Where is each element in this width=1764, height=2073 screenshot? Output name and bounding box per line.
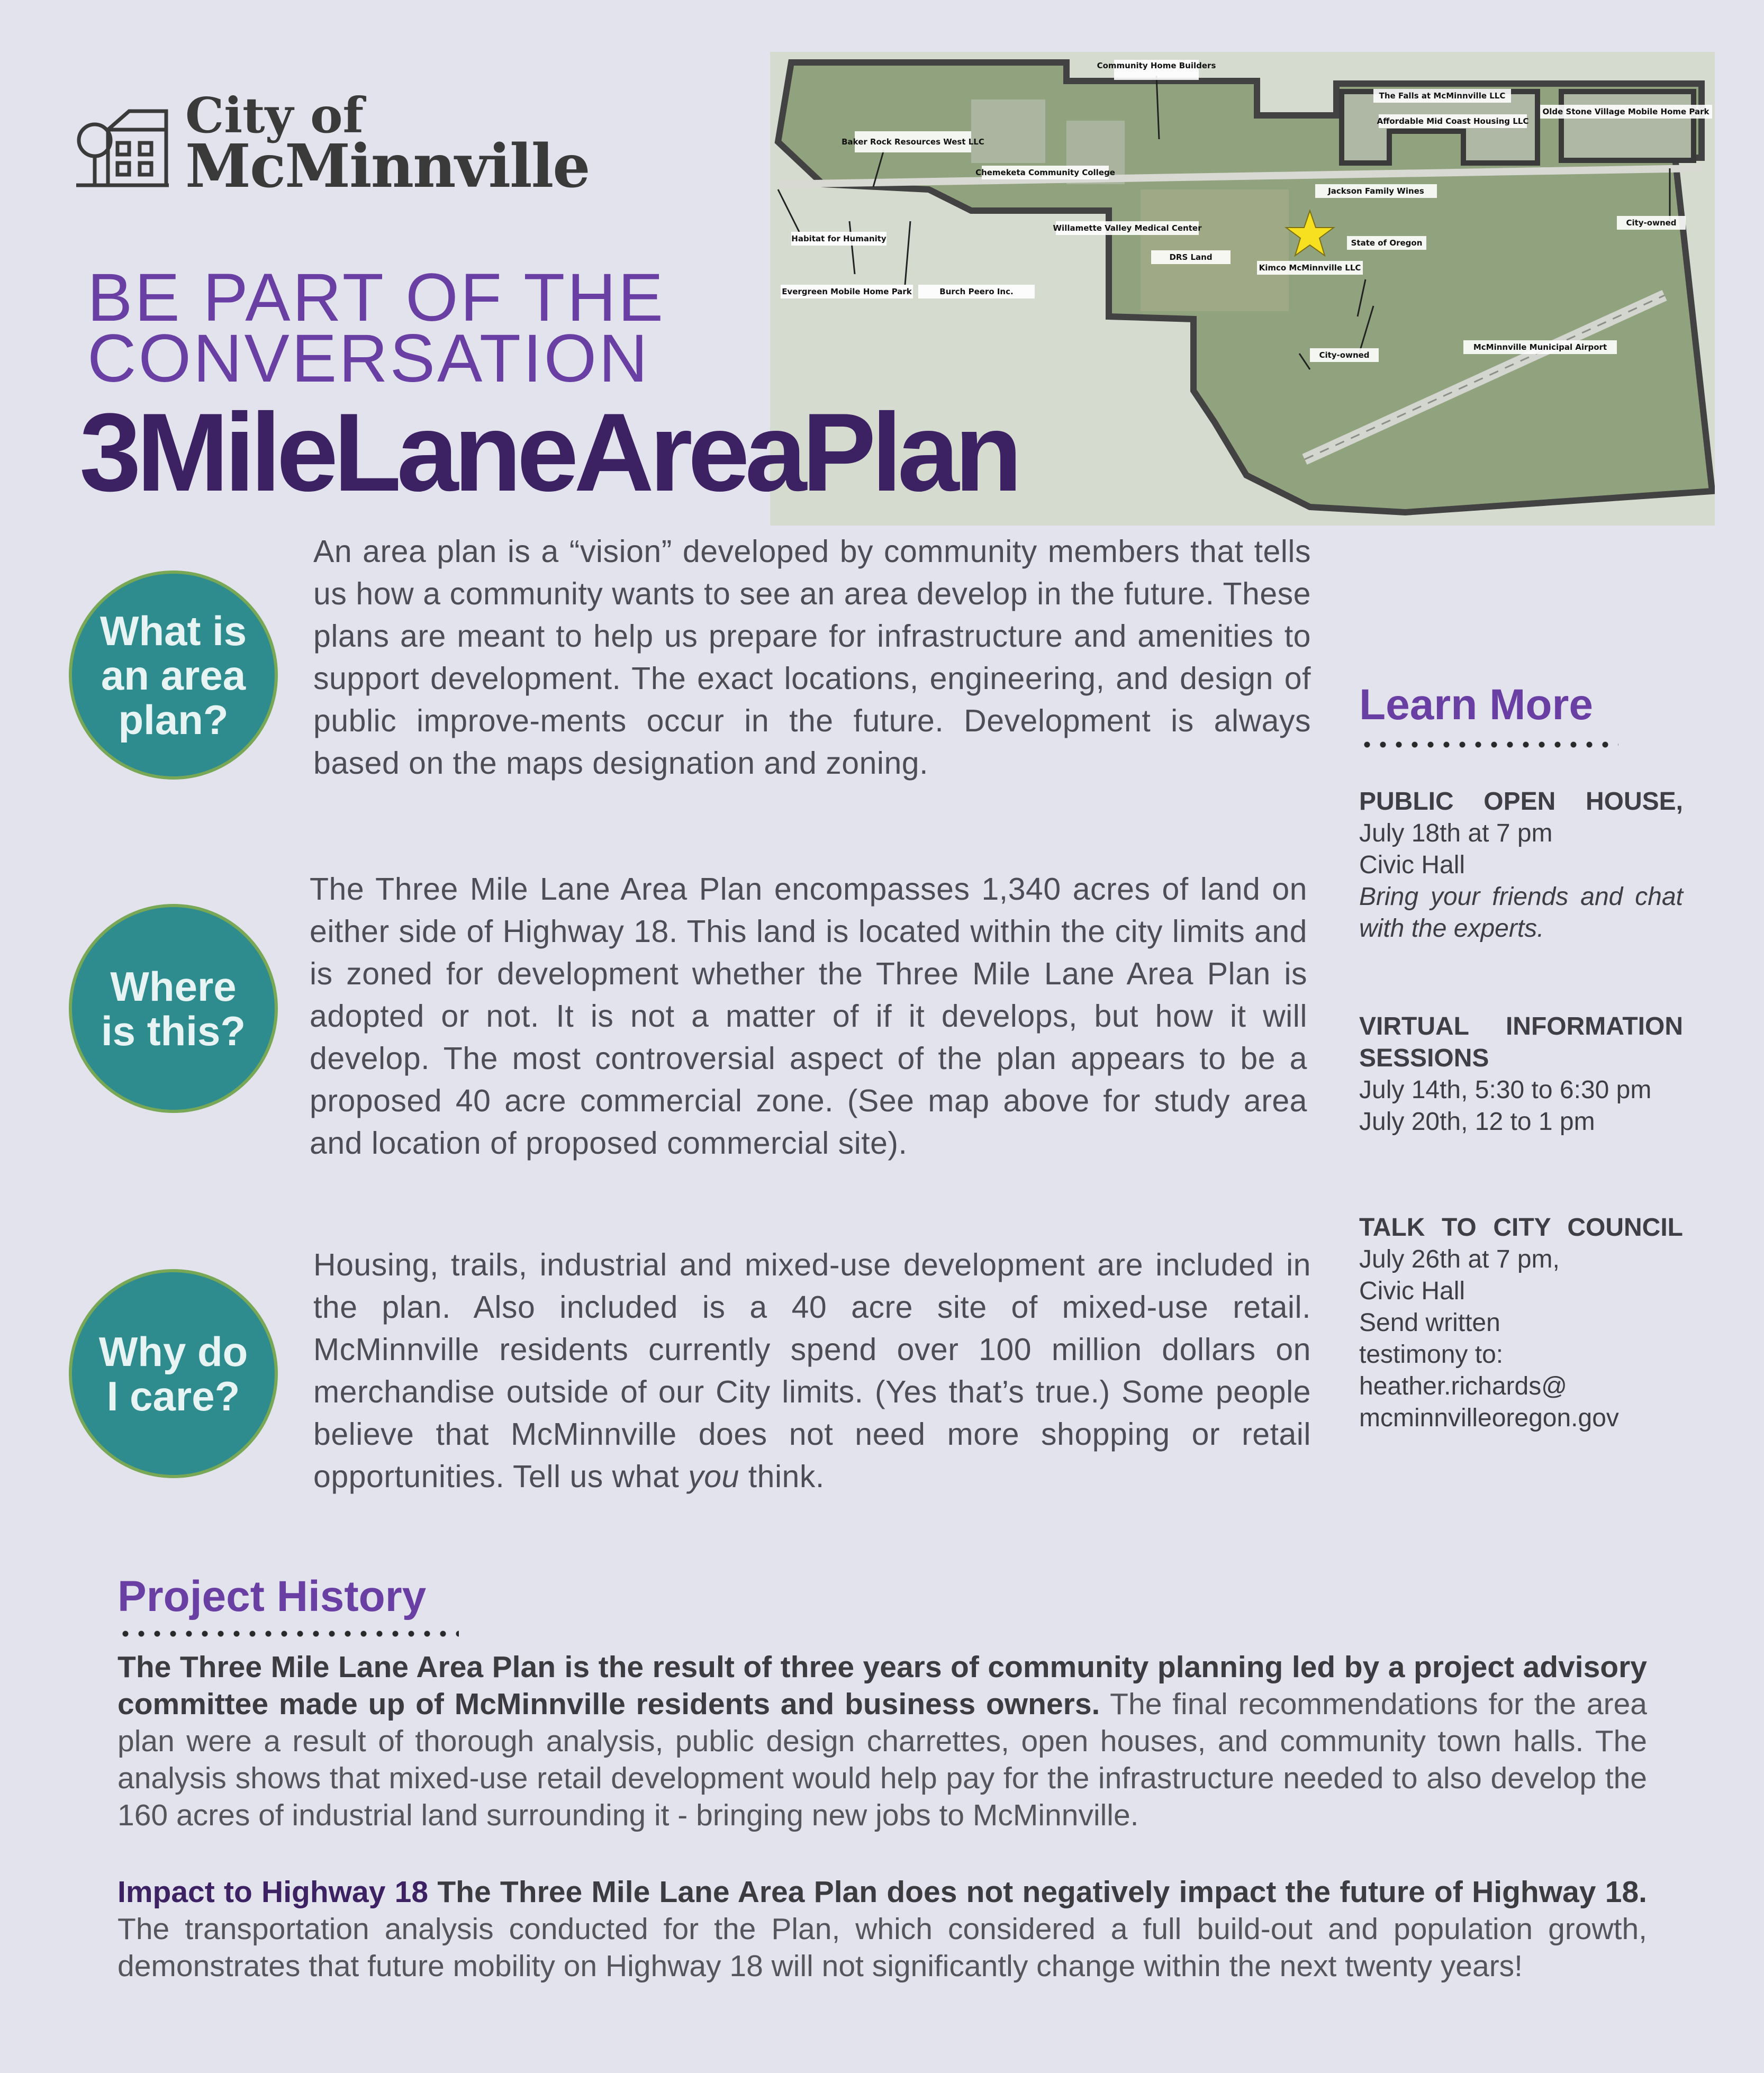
event-heading: VIRTUAL INFORMATION [1359,1012,1683,1040]
event-text: Send written [1359,1309,1500,1337]
map-label-drs: DRS Land [1169,252,1213,262]
highway-impact-paragraph [117,1873,1647,1985]
event-location: Civic Hall [1359,851,1466,879]
map-label-community-home-builders: Community Home Builders [1097,61,1216,70]
event-city-council [1359,1212,1683,1434]
map-label-baker-rock: Baker Rock Resources West LLC [842,137,984,147]
project-history-heading: Project History [117,1572,427,1621]
logo-line-2: McMinnville [185,132,590,202]
why-care-emphasis: you [688,1459,739,1494]
city-logo-icon [71,101,171,191]
map-label-burch: Burch Peero Inc. [939,287,1014,296]
map-label-falls: The Falls at McMinnville LLC [1379,91,1506,101]
map-label-state: State of Oregon [1351,238,1423,248]
map-label-chemeketa: Chemeketa Community College [975,168,1115,177]
question-line: What is [99,607,247,654]
question-line: Why do [98,1328,248,1375]
question-circle-what [69,571,278,780]
event-note: Bring your friends and chat with the experts. [1359,883,1683,943]
map-label-willamette: Willamette Valley Medical Center [1053,223,1202,233]
map-label-olde-stone: Olde Stone Village Mobile Home Park [1542,107,1709,116]
map-label-airport: McMinnville Municipal Airport [1473,342,1607,352]
event-heading: TALK TO CITY COUNCIL [1359,1214,1683,1242]
question-circle-why [69,1269,278,1478]
email-link-part-2[interactable]: mcminnvilleoregon.gov [1359,1404,1619,1432]
city-logo-wordmark [185,87,590,202]
kicker-line-2: CONVERSATION [87,321,650,396]
map-label-habitat: Habitat for Humanity [791,234,886,243]
question-line: Where [110,963,237,1010]
dotted-divider [117,1630,459,1637]
kicker-heading [87,260,775,396]
map-label-evergreen: Evergreen Mobile Home Park [782,287,912,296]
event-heading-2: SESSIONS [1359,1044,1489,1072]
email-link-part-1[interactable]: heather.richards@ [1359,1372,1567,1400]
event-date: July 20th, 12 to 1 pm [1359,1108,1595,1136]
history-body: The final recommendations for the area plan were a result of thorough analysis, public design charrettes, open houses, and community town halls. The analysis shows that mixed-use retail development would help pay for the infrastructure needed to also develop the 160 acres of industrial land surrounding it - bringing new jobs to McMinnville. [117,1687,1647,1832]
question-line: I care? [106,1372,240,1419]
impact-bold: The Three Mile Lane Area Plan does not negatively impact the future of Highway 18. [428,1875,1647,1909]
event-virtual-sessions [1359,1011,1683,1138]
page-title: 3MileLaneAreaPlan [79,390,1018,514]
kicker-line-1: BE PART OF THE [87,260,666,336]
event-date: July 26th at 7 pm, [1359,1245,1560,1273]
event-heading: PUBLIC OPEN HOUSE, [1359,787,1683,816]
why-care-paragraph [313,1244,1311,1498]
impact-body: The transportation analysis conducted for the Plan, which considered a full build-out and population growth, demonstrates that future mobility on Highway 18 will not significantly change within the next twenty years! [117,1912,1647,1983]
where-is-paragraph: The Three Mile Lane Area Plan encompasses 1,340 acres of land on either side of Highway 18. This land is located within the city limits and is zoned for development whether the Three Mile Lane Area Plan is adopted or not. It is not a matter of if it develops, but how it will develop. The most controversial aspect of the plan appears to be a proposed 40 acre commercial zone. (See map above for study area and location of proposed commercial site). [310,872,1307,1161]
learn-more-heading: Learn More [1359,681,1593,729]
event-date: July 18th at 7 pm [1359,819,1553,847]
project-history-paragraph [117,1649,1647,1834]
logo-line-1: City of [185,87,364,144]
what-is-paragraph: An area plan is a “vision” developed by community members that tells us how a community wants to see an area develop in the future. These plans are meant to help us prepare for infrastructure and amenities to support development. The exact locations, engineering, and design of public improve-ments occur in the future. Development is always based on the maps designation and zoning. [313,534,1311,781]
why-care-text: Housing, trails, industrial and mixed-use development are included in the plan. Also included is a 40 acre site of mixed-use retail. McMinnville residents currently spend over 100 million dollars on merchandise outside of our City limits. (Yes that’s true.) Some people believe that McMinnville does not need more shopping or retail opportunities. Tell us what [313,1247,1311,1494]
question-line: is this? [101,1007,246,1054]
map-label-city-owned-2: City-owned [1319,350,1370,360]
map-label-affordable: Affordable Mid Coast Housing LLC [1377,116,1529,126]
history-lead: The Three Mile Lane Area Plan is the result of three years of community planning led by a project advisory committee made up of McMinnville residents and business owners. [117,1650,1647,1721]
event-open-house [1359,786,1683,945]
why-care-text-end: think. [739,1459,825,1494]
event-date: July 14th, 5:30 to 6:30 pm [1359,1076,1652,1104]
question-line: plan? [118,696,229,743]
question-line: an area [101,651,246,699]
event-location: Civic Hall [1359,1277,1466,1305]
dotted-divider [1359,741,1618,748]
event-text: testimony to: [1359,1341,1504,1369]
impact-label: Impact to Highway 18 [117,1875,429,1909]
question-circle-where [69,904,278,1113]
map-label-jackson: Jackson Family Wines [1328,186,1424,196]
map-label-city-owned-1: City-owned [1626,218,1677,228]
map-label-kimco: Kimco McMinnville LLC [1259,263,1361,273]
